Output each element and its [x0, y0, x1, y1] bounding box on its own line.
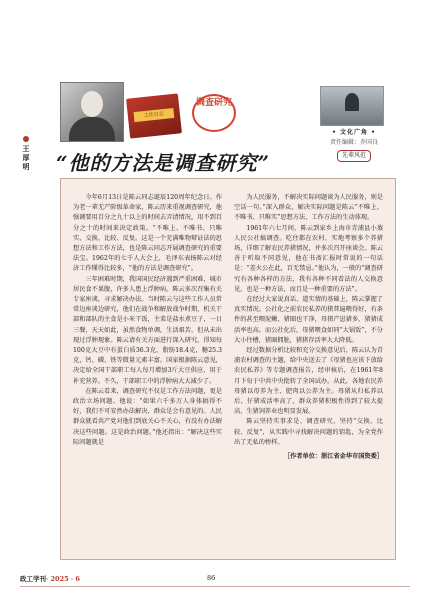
header-illustration	[60, 82, 232, 142]
portrait-photo	[60, 82, 124, 142]
column-thumbnail	[320, 86, 384, 126]
tree-icon	[345, 93, 359, 111]
editor-name: 乔国良	[360, 139, 379, 146]
book-label: 工作日志	[133, 108, 174, 122]
footer-divider	[20, 586, 410, 587]
paragraph: 在陈云看来，调查研究不仅是工作方法问题，更是政治立场问题。他说：“如果六千多万人身体搞得不好，我们不可安然办法解决，群众是会有意见的。人民群众就看共产党对他们到底关心不关心，有没有办法解决这些问题。这是政治问题。”他还指出：“解决这些实际问题就是	[73, 387, 222, 446]
journal-name: 政工学刊	[20, 575, 46, 583]
column-tag: 先辈风范	[337, 150, 371, 162]
paragraph: 今年6月13日是陈云同志诞辰120周年纪念日。作为老一辈无产阶级革命家，陈云历来重视调查研究，他强调要用百分之九十以上的时间去弄清情况，用不到百分之十的时间来决定政策。“不唯上、不唯书、只唯实，交换、比较、反复。这是一个充满唯物辩证法的思想方法和工作方法，也是陈云同志开展调查研究的重要法宝。1962年的七千人大会上，毛泽东表扬陈云对经济工作懂得比较多，“他的方法是调查研究”。	[73, 194, 222, 273]
author-name: 王厚明	[22, 144, 30, 171]
editor-row	[314, 138, 394, 148]
book-illustration	[126, 93, 182, 138]
column-meta	[314, 128, 394, 162]
stamp-illustration: 调查研究	[192, 94, 236, 132]
article-column-left	[73, 193, 222, 549]
paragraph: 在经过大家说真话、道实情的基础上，陈云掌握了真实情况。公社化之前农民私养的猪普遍喂得好，有条件的甚至喂泥鳅、猪圈也干净，母猪产崽猪多，猪猪成活率也高。而公社化后，母猪喂食如同“大锅饭”，不分大小往槽，猪圈拥脏，猪猪存活率大大降低。	[234, 296, 383, 344]
journal-footer	[20, 574, 80, 583]
page-number: 86	[207, 574, 216, 582]
bullet-icon	[23, 136, 29, 142]
editor-label: 责任编辑：	[329, 139, 360, 146]
paragraph: 陈云坚持实事求是、调查研究、坚持“交换、比较、反复”，从实践中寻找解决问题的钥匙，为全党作出了无私的榜样。	[234, 418, 383, 446]
article-column-right	[234, 193, 383, 549]
article-body	[60, 178, 396, 560]
paragraph: 经过数据分析比较和充分交换意见后，陈云认为青浦农村调查的主题，给中央送去了《母猪也应该下放给农民私养》等专题调查报告，经审核后，在1961年8月下旬于中共中央批转了全国试办。从此，各地农民养母猪以母养为主、肥肉以公养为主。母猪从归私养以后、仔猪成活率高了，群众养猪积极性得到了较大提高，生猪饲养业也明显发展。	[234, 347, 383, 416]
paragraph: 1961年六七月间，陈云到家乡上海市青浦县小蒸人民公社搞调查。吃住都在农村，实地考察多个养猪场，详细了解农民养猪情况，并多次召开座谈会。陈云善于听取不同意见，他在书斋汇报时常说的一句话是：“差火公在此，百无禁忌。”他认为，一般的“调查研究有各种各样的方法，我有各种不同看法的人交换意见，也是一种方法，而且是一种重要的方法”。	[234, 224, 383, 293]
author-byline	[20, 136, 32, 171]
author-affiliation: ［作者单位：浙江省金华市国资委］	[284, 453, 383, 461]
column-name: • 文化广角 •	[332, 129, 376, 136]
paragraph: 三年困难时期，我国国民经济遇到严重困难，城市居民食不果腹，许多人患上浮肿病。陈云多次召集有关专家座谈，寻求解决办法。当时陈云与这些工作人员常常边座谈边研究，他们在战争和解放战争时期，机关干部和部队的主食是小米干饭，主菜是盐水煮豆子，一日三餐，天天如此，虽然食物单调，生活艰苦，但从未出现过浮肿现象。陈云请有关方面进行深入研究，得知每100克大豆中有蛋白质36.3克，脂肪18.4克，糖25.3克，钙、磷、铁等微量元素丰富。国家根据陈云意见，决定给全国干部职工每人每月增加3斤大豆供应，用于补充营养。不久，干部职工中的浮肿病大大减少了。	[73, 275, 222, 385]
issue-number: · 2025 · 6	[46, 575, 80, 583]
paragraph: 为人民服务，不解决实际问题谈为人民服务，则是空话一句。”深入群众，解决实际问题是陈云“不唯上、不唯书、只唯实”思想方法、工作方法的生动体现。	[234, 194, 383, 222]
article-title: “他的方法是调查研究”	[56, 151, 271, 175]
